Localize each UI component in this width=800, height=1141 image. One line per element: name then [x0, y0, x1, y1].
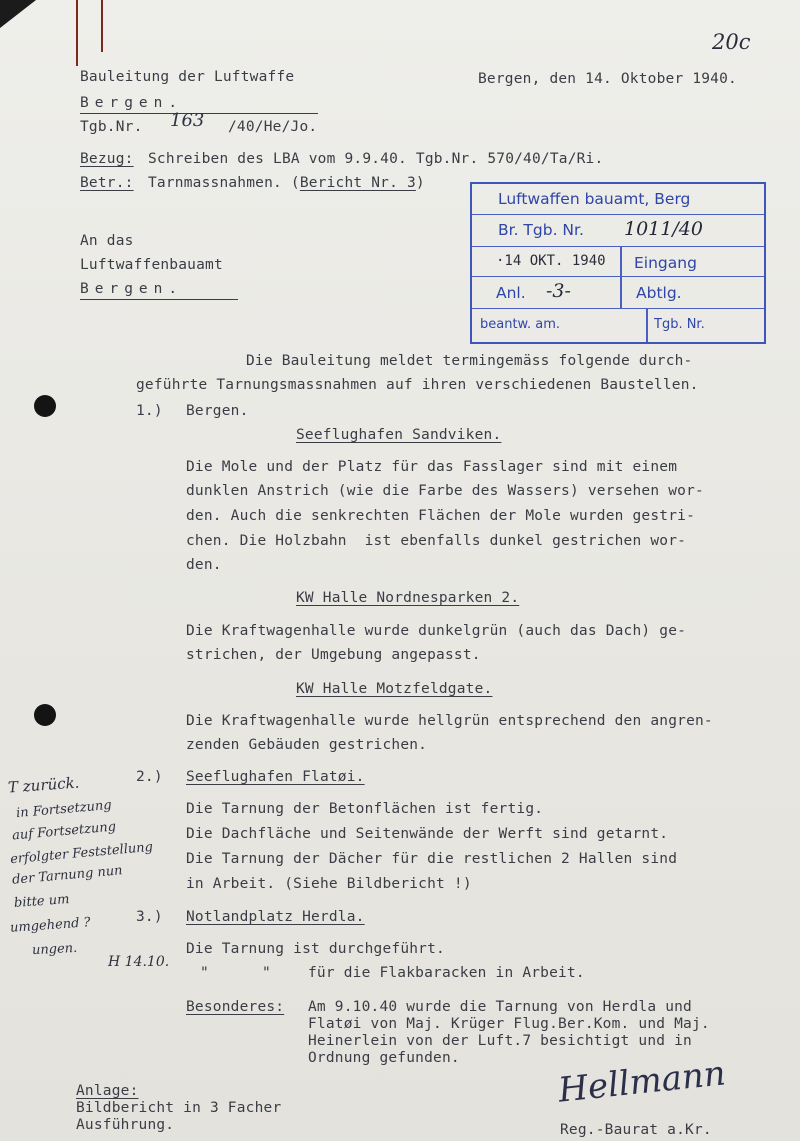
bezug-label: Bezug: [80, 151, 134, 167]
tgb-suffix: /40/He/Jo. [228, 119, 318, 135]
special-label: Besonderes: [186, 999, 285, 1015]
body-line: dunklen Anstrich (wie die Farbe des Wassers) versehen wor- [186, 483, 704, 499]
body-line: Die Kraftwagenhalle wurde dunkelgrün (auch das Dach) ge- [186, 623, 687, 639]
sender-city: Bergen. [80, 94, 318, 114]
body-line: für die Flakbaracken in Arbeit. [308, 965, 585, 981]
margin-note-line: in Fortsetzung [15, 797, 113, 822]
betr-report: Bericht Nr. 3 [299, 175, 416, 191]
anlage-label: Anlage: [76, 1083, 139, 1099]
stamp-tgb-value: 1011/40 [624, 218, 703, 240]
body-line: in Arbeit. (Siehe Bildbericht !) [186, 876, 472, 892]
signatory-title: Reg.-Baurat a.Kr. [560, 1122, 712, 1138]
margin-note-line: erfolgter Feststellung [9, 839, 154, 868]
intro-line: geführte Tarnungsmassnahmen auf ihren verschiedenen Baustellen. [136, 377, 699, 393]
special-line: Heinerlein von der Luft.7 besichtigt und in [308, 1033, 692, 1049]
tgb-handwritten-number: 163 [170, 110, 205, 131]
body-line: Die Mole und der Platz für das Fasslager sind mit einem [186, 459, 678, 475]
subsection-title: Seeflughafen Sandviken. [296, 427, 502, 443]
betr-label: Betr.: [80, 175, 134, 191]
ditto-mark: " [200, 965, 209, 981]
stamp-divider [472, 276, 764, 277]
margin-note-line: T zurück. [7, 773, 80, 797]
section-number: 3.) [136, 909, 163, 925]
stamp-abtlg: Abtlg. [636, 284, 682, 302]
section-title: Notlandplatz Herdla. [186, 909, 365, 925]
stamp-divider [646, 308, 648, 342]
section-title: Bergen. [186, 403, 249, 419]
body-line: Die Tarnung ist durchgeführt. [186, 941, 445, 957]
page-number: 20c [712, 30, 751, 54]
margin-note-line: umgehend ? [9, 915, 92, 936]
subsection-title: KW Halle Nordnesparken 2. [296, 590, 520, 606]
margin-note-line: der Tarnung nun [11, 863, 124, 888]
punch-hole-icon [34, 704, 56, 726]
body-line: chen. Die Holzbahn ist ebenfalls dunkel gestrichen wor- [186, 533, 687, 549]
special-line: Ordnung gefunden. [308, 1050, 460, 1066]
body-line: den. Auch die senkrechten Flächen der Mole wurden gestri- [186, 508, 695, 524]
stamp-divider [472, 308, 764, 309]
punch-hole-icon [34, 395, 56, 417]
stamp-divider [620, 246, 622, 308]
body-line: Die Dachfläche und Seitenwände der Werft sind getarnt. [186, 826, 669, 842]
betr-close: ) [415, 175, 425, 191]
stamp-divider [472, 214, 764, 215]
ditto-mark: " [262, 965, 271, 981]
bezug-text: Schreiben des LBA vom 9.9.40. Tgb.Nr. 570/40/Ta/Ri. [148, 151, 604, 167]
margin-note-line: ungen. [31, 940, 78, 959]
subsection-title: KW Halle Motzfeldgate. [296, 681, 493, 697]
recipient-line: An das [80, 233, 134, 249]
recipient-office: Luftwaffenbauamt [80, 257, 223, 273]
anlage-line: Bildbericht in 3 Facher [76, 1100, 282, 1116]
stamp-beantw: beantw. am. [480, 317, 561, 332]
body-line: Die Tarnung der Dächer für die restlichen 2 Hallen sind [186, 851, 678, 867]
betr-subject: Tarnmassnahmen. ( [148, 175, 300, 191]
page-corner-fold [0, 0, 36, 28]
stamp-date: ·14 OKT. 1940 [496, 253, 606, 269]
section-number: 1.) [136, 403, 163, 419]
signature: Hellmann [556, 1053, 728, 1111]
special-line: Flatøi von Maj. Krüger Flug.Ber.Kom. und Maj. [308, 1016, 710, 1032]
betr-text [148, 174, 425, 192]
anlage-line: Ausführung. [76, 1117, 175, 1133]
place-date: Bergen, den 14. Oktober 1940. [478, 71, 737, 87]
stamp-divider [472, 246, 764, 247]
section-number: 2.) [136, 769, 163, 785]
stamp-anl-label: Anl. [496, 284, 526, 302]
body-line: den. [186, 557, 222, 573]
body-line: zenden Gebäuden gestrichen. [186, 737, 428, 753]
receipt-stamp [470, 182, 766, 344]
stamp-tgb-label: Br. Tgb. Nr. [498, 221, 584, 239]
margin-note-initials: H 14.10. [108, 954, 170, 970]
margin-mark [76, 0, 78, 66]
stamp-eingang: Eingang [634, 254, 697, 272]
intro-line: Die Bauleitung meldet termingemäss folgende durch- [246, 353, 693, 369]
body-line: strichen, der Umgebung angepasst. [186, 647, 481, 663]
margin-handwritten-note [7, 773, 188, 976]
stamp-office: Luftwaffen bauamt, Berg [498, 190, 691, 208]
margin-mark [101, 0, 103, 52]
stamp-tgbnr: Tgb. Nr. [654, 317, 705, 332]
special-line: Am 9.10.40 wurde die Tarnung von Herdla und [308, 999, 692, 1015]
recipient-city: Bergen. [80, 280, 238, 300]
section-title: Seeflughafen Flatøi. [186, 769, 365, 785]
body-line: Die Kraftwagenhalle wurde hellgrün entsprechend den angren- [186, 713, 713, 729]
stamp-anl-value: -3- [546, 280, 571, 302]
margin-note-line: auf Fortsetzung [11, 819, 117, 844]
tgb-label: Tgb.Nr. [80, 119, 143, 135]
sender-line: Bauleitung der Luftwaffe [80, 69, 295, 85]
body-line: Die Tarnung der Betonflächen ist fertig. [186, 801, 544, 817]
margin-note-line: bitte um [13, 892, 70, 911]
